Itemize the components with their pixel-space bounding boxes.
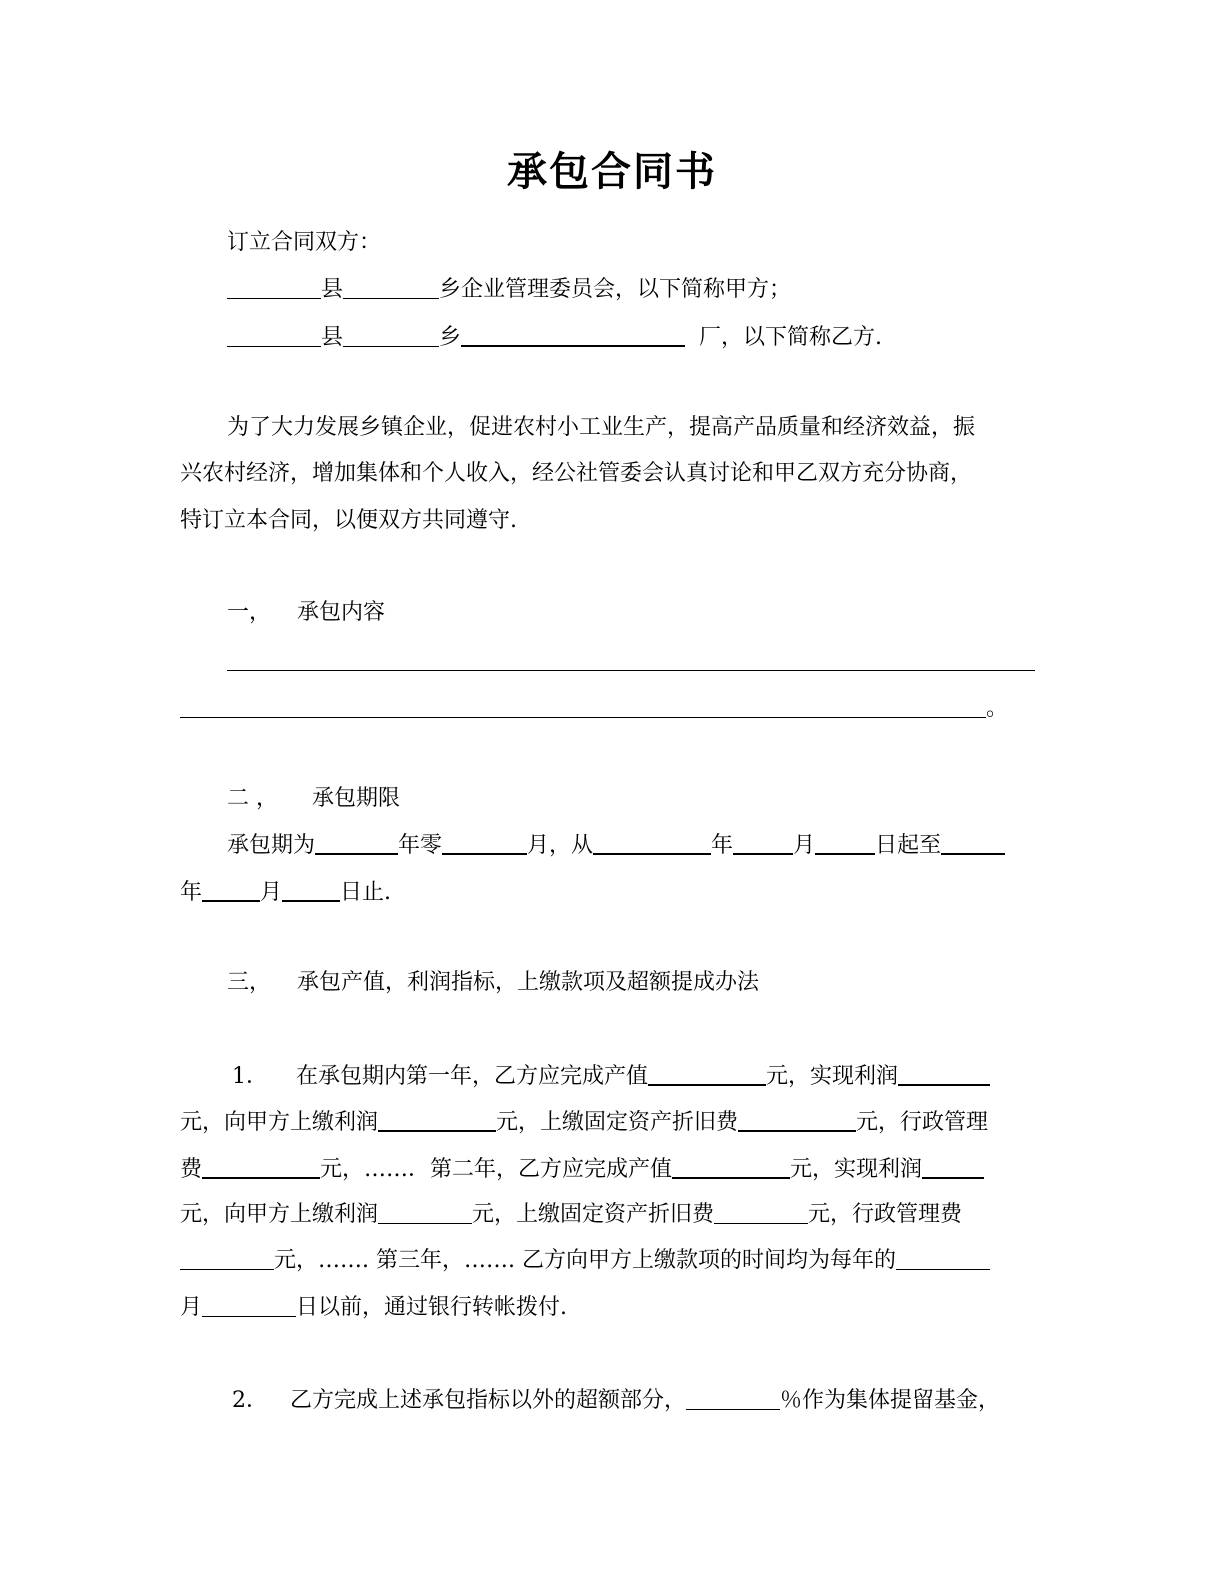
text: 年零 — [398, 833, 443, 859]
text: 元，……．第二年，乙方应完成产值 — [320, 1157, 673, 1183]
depreciation-field-2[interactable] — [714, 1200, 808, 1224]
admin-fee-field[interactable] — [202, 1154, 320, 1179]
section-title: 承包内容 — [297, 600, 386, 625]
county-label: 县 — [321, 277, 344, 303]
text: 元，向甲方上缴利润 — [180, 1202, 379, 1228]
item-2-line-1 — [232, 1386, 1036, 1416]
start-day-field[interactable] — [815, 830, 875, 855]
text: 日止. — [340, 880, 392, 906]
preamble-line: 兴农村经济，增加集体和个人收入，经公社管委会认真讨论和甲乙双方充分协商， — [180, 461, 973, 486]
text: 元，上缴固定资产折旧费 — [472, 1202, 715, 1228]
item-1-line-2 — [180, 1107, 1036, 1138]
start-year-field[interactable] — [593, 830, 711, 855]
township-label: 乡 — [439, 325, 462, 351]
end-month-field[interactable] — [202, 877, 260, 902]
payment-month-field[interactable] — [896, 1246, 990, 1270]
factory-name-field[interactable] — [461, 322, 685, 347]
item-1-line-5 — [180, 1246, 1036, 1276]
party-a-suffix: 乡企业管理委员会，以下简称甲方； — [439, 277, 792, 303]
section-1-heading — [227, 598, 1036, 628]
section-2-heading — [227, 784, 1036, 814]
percentage-field[interactable] — [686, 1386, 780, 1410]
section-number: 一， — [227, 600, 272, 625]
profit-payment-field[interactable] — [378, 1107, 496, 1132]
start-month-field[interactable] — [733, 830, 793, 855]
text: 元，行政管理费 — [808, 1202, 963, 1228]
text: 日起至 — [875, 833, 942, 859]
blank-field[interactable] — [227, 275, 321, 299]
content-blank-line[interactable] — [227, 670, 1035, 671]
item-1-line-6 — [180, 1293, 1036, 1323]
text: 月，从 — [527, 833, 594, 859]
profit-payment-field-2[interactable] — [378, 1200, 472, 1224]
depreciation-field[interactable] — [738, 1107, 856, 1132]
text: 元，实现利润 — [766, 1064, 899, 1090]
item-1-line-1 — [232, 1061, 1036, 1092]
end-mark: 。 — [986, 696, 1009, 722]
blank-field[interactable] — [343, 275, 439, 299]
item-1-line-4 — [180, 1200, 1036, 1230]
text: 月 — [180, 1295, 203, 1321]
document-title: 承包合同书 — [507, 149, 717, 195]
text: 日以前，通过银行转帐拨付. — [296, 1295, 568, 1321]
output-value-field[interactable] — [648, 1061, 766, 1086]
blank-field[interactable] — [180, 694, 986, 718]
output-value-field-2[interactable] — [672, 1154, 790, 1179]
section-3-heading — [227, 968, 1036, 998]
profit-field[interactable] — [898, 1061, 990, 1086]
admin-fee-field-2[interactable] — [180, 1246, 274, 1270]
text: 费 — [180, 1157, 203, 1183]
text: 承包期为 — [227, 833, 316, 859]
text: 元，向甲方上缴利润 — [180, 1110, 379, 1136]
text: 乙方完成上述承包指标以外的超额部分， — [290, 1388, 687, 1414]
text: 月 — [260, 880, 283, 906]
section-number: 三， — [227, 970, 272, 995]
years-field[interactable] — [315, 830, 398, 855]
item-number: 2． — [232, 1388, 268, 1414]
text: 年 — [180, 880, 203, 906]
party-b-suffix: 厂，以下简称乙方. — [699, 325, 883, 351]
section-number: 二 ， — [227, 786, 278, 811]
months-field[interactable] — [442, 830, 527, 855]
payment-day-field[interactable] — [202, 1293, 296, 1317]
text: 月 — [793, 833, 816, 859]
county-label: 县 — [321, 325, 344, 351]
party-b-line — [227, 322, 1036, 353]
term-line-2 — [180, 877, 1036, 908]
text: 在承包期内第一年，乙方应完成产值 — [296, 1064, 649, 1090]
preamble-line: 为了大力发展乡镇企业，促进农村小工业生产，提高产品质量和经济效益，振 — [227, 415, 976, 440]
text: 年 — [711, 833, 734, 859]
text: 元，行政管理 — [856, 1110, 989, 1136]
text: 元，实现利润 — [790, 1157, 923, 1183]
blank-field[interactable] — [227, 323, 321, 347]
parties-heading: 订立合同双方： — [227, 230, 382, 255]
item-1-line-3 — [180, 1154, 1036, 1185]
blank-field[interactable] — [343, 323, 439, 347]
section-title: 承包产值，利润指标，上缴款项及超额提成办法 — [297, 970, 760, 995]
profit-field-2[interactable] — [922, 1154, 984, 1179]
end-day-field[interactable] — [282, 877, 340, 902]
text: 元，上缴固定资产折旧费 — [496, 1110, 739, 1136]
end-year-field[interactable] — [941, 830, 1005, 855]
content-blank-line-2 — [180, 694, 1036, 724]
preamble-line: 特订立本合同，以便双方共同遵守. — [180, 508, 517, 533]
text: 元，……. 第三年，……. 乙方向甲方上缴款项的时间均为每年的 — [274, 1248, 896, 1274]
item-number: 1． — [232, 1064, 268, 1090]
term-line-1 — [227, 830, 1036, 861]
text: ％作为集体提留基金， — [780, 1388, 1001, 1414]
party-a-line — [227, 275, 1036, 305]
section-title: 承包期限 — [312, 786, 401, 811]
